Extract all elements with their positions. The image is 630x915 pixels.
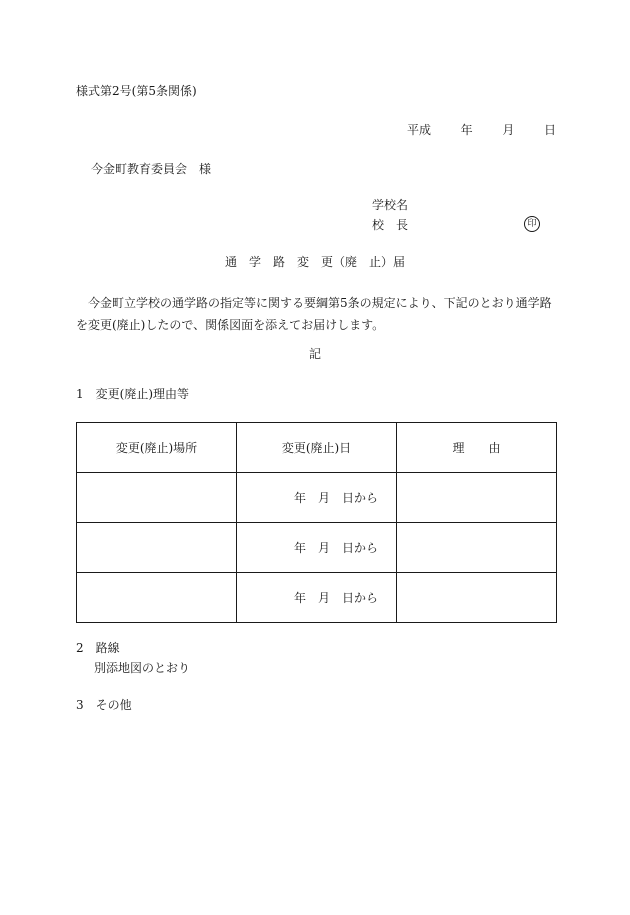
cell-date[interactable]: 年 月 日から	[237, 523, 397, 573]
cell-reason[interactable]	[397, 473, 557, 523]
section-2-note: 別添地図のとおり	[94, 661, 191, 675]
header-date: 変更(廃止)日	[237, 423, 397, 473]
section-2-heading: 2 路線	[76, 641, 120, 655]
section-1-heading: 1 変更(廃止)理由等	[76, 387, 189, 401]
cell-date[interactable]: 年 月 日から	[237, 473, 397, 523]
date-day: 日	[544, 123, 557, 137]
date-year: 年	[460, 123, 473, 137]
school-name-label: 学校名	[372, 198, 409, 212]
addressee: 今金町教育委員会 様	[91, 162, 212, 176]
date-line	[407, 124, 556, 136]
table-row	[77, 473, 557, 523]
date-era: 平成	[407, 123, 432, 137]
principal-label: 校 長	[372, 218, 409, 232]
seal-mark: 印	[524, 216, 540, 232]
cell-reason[interactable]	[397, 523, 557, 573]
reason-table	[76, 422, 557, 623]
document-title: 通 学 路 変 更（廃 止）届	[224, 255, 405, 269]
table-header-row	[77, 423, 557, 473]
table-row	[77, 523, 557, 573]
body-text: 今金町立学校の通学路の指定等に関する要綱第5条の規定により、下記のとおり通学路を変更(廃止)したので、関係図面を添えてお届けします。	[76, 296, 552, 332]
cell-location[interactable]	[77, 573, 237, 623]
cell-reason[interactable]	[397, 573, 557, 623]
cell-location[interactable]	[77, 523, 237, 573]
section-3-heading: 3 その他	[76, 698, 132, 712]
cell-date[interactable]: 年 月 日から	[237, 573, 397, 623]
ki-heading: 記	[308, 347, 321, 361]
date-month: 月	[502, 123, 515, 137]
table-row	[77, 573, 557, 623]
header-location: 変更(廃止)場所	[77, 423, 237, 473]
header-reason: 理 由	[397, 423, 557, 473]
cell-location[interactable]	[77, 473, 237, 523]
form-number: 様式第2号(第5条関係)	[76, 84, 197, 98]
